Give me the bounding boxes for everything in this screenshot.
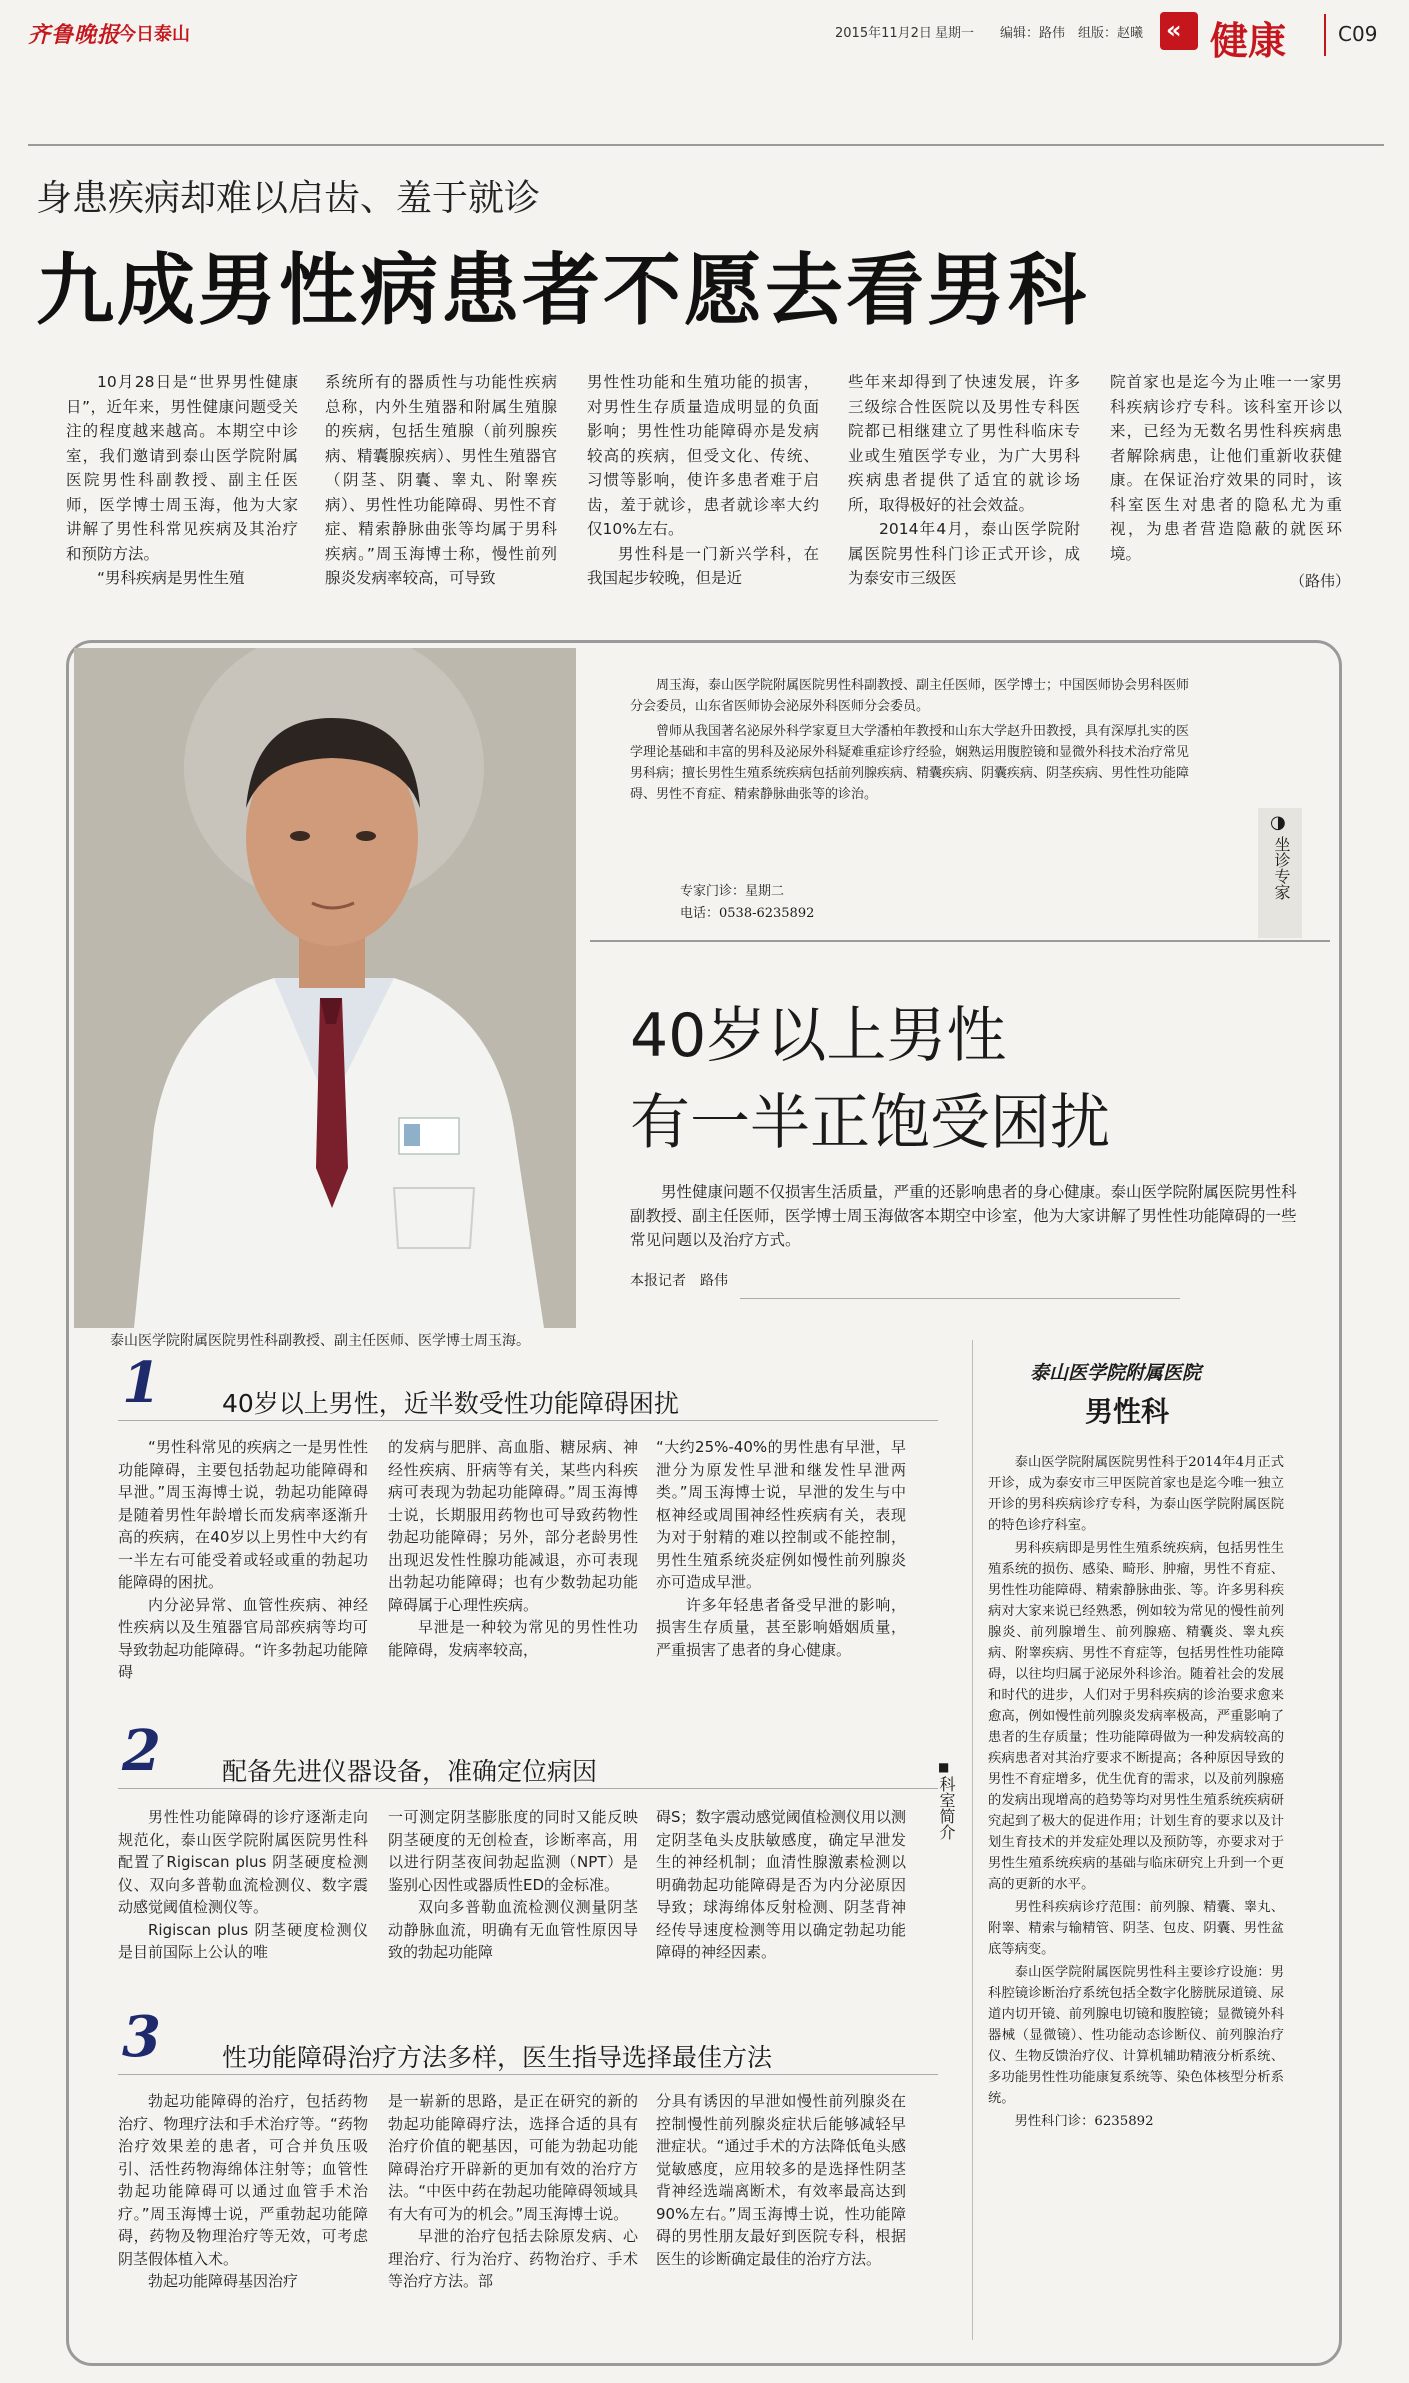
paragraph: 早泄的治疗包括去除原发病、心理治疗、行为治疗、药物治疗、手术等治疗方法。部: [388, 2227, 638, 2290]
section-number-1: 1: [122, 1350, 161, 1416]
section-1-column-1: [118, 1436, 368, 1684]
paragraph: 男性科是一门新兴学科，在我国起步较晚，但是近: [587, 544, 819, 587]
channel-title: 健康: [1210, 19, 1287, 63]
department-hospital: 泰山医学院附属医院: [1030, 1362, 1202, 1384]
sidebar-divider: [972, 1340, 973, 2340]
expert-bio: [630, 675, 1190, 809]
paragraph: Rigiscan plus 阴茎硬度检测仪是目前国际上公认的唯: [118, 1920, 368, 1961]
paragraph: 些年来却得到了快速发展，许多三级综合性医院以及男性专科医院都已相继建立了男性科临床专业或生殖医学专业，为广大男科疾病患者提供了适宜的就诊场所，取得极好的社会效益。: [848, 373, 1080, 514]
section-rule: [118, 1788, 938, 1789]
top-story-kicker: 身患疾病却难以启齿、羞于就诊: [36, 178, 541, 219]
half-circle-icon: ◑: [1270, 812, 1286, 833]
paragraph: “男科疾病是男性生殖: [97, 569, 245, 587]
department-name: 男性科: [1085, 1395, 1170, 1428]
department-description: [988, 1452, 1284, 2134]
paragraph: 曾师从我国著名泌尿外科学家夏旦大学潘柏年教授和山东大学赵升田教授，具有深厚扎实的医学理论基础和丰富的男科及泌尿外科疑难重症诊疗经验，娴熟运用腹腔镜和显微外科技术治疗常见男科病；擅长男性生殖系统疾病包括前列腺疾病、精囊疾病、阴囊疾病、阴茎疾病、男性性功能障碍、男性不育症、精索静脉曲张等的诊治。: [630, 724, 1190, 802]
paragraph: 10月28日是“世界男性健康日”，近年来，男性健康问题受关注的程度越来越高。本期空中诊室，我们邀请到泰山医学院附属医院男性科副教授、副主任医师，医学博士周玉海，他为大家讲解了男性科常见疾病及其治疗和预防方法。: [66, 373, 298, 563]
doctor-illustration-icon: [74, 648, 576, 1328]
page-number: C09: [1338, 22, 1378, 46]
top-story-column-1: [66, 370, 298, 591]
paragraph: 2014年4月，泰山医学院附属医院男性科门诊正式开诊，成为泰安市三级医: [848, 520, 1080, 587]
paragraph: 男性性功能障碍的诊疗逐渐走向规范化，泰山医学院附属医院男性科配置了Rigiscan plus 阴茎硬度检测仪、双向多普勒血流检测仪、数字震动感觉阈值检测仪等。: [118, 1808, 368, 1916]
top-story-byline: （路伟）: [1290, 572, 1351, 590]
paragraph: 一可测定阴茎膨胀度的同时又能反映阴茎硬度的无创检查，诊断率高，用以进行阴茎夜间勃起监测（NPT）是鉴别心因性或器质性ED的金标准。: [388, 1808, 638, 1894]
department-phone: 男性科门诊：6235892: [1014, 2114, 1154, 2129]
section-2-column-3: [656, 1806, 906, 1964]
channel-mark: «: [1166, 16, 1182, 44]
top-story-column-4: [848, 370, 1080, 591]
feature-title-line-2: 有一半正饱受困扰: [630, 1088, 1110, 1158]
feature-title-line-1: 40岁以上男性: [630, 1001, 1007, 1071]
section-heading-3: 性功能障碍治疗方法多样，医生指导选择最佳方法: [222, 2043, 773, 2072]
paragraph: 泰山医学院附属医院男性科主要诊疗设施：男科腔镜诊断治疗系统包括全数字化膀胱尿道镜、尿道内切开镜、前列腺电切镜和腹腔镜；显微镜外科器械（显微镜）、性功能动态诊断仪、前列腺治疗仪、生物反馈治疗仪、计算机辅助精液分析系统、多功能男性性功能康复系统等、染色体核型分析系统。: [988, 1965, 1284, 2106]
top-story-column-2: [325, 370, 557, 591]
doctor-portrait: [74, 648, 576, 1328]
paragraph: 系统所有的器质性与功能性疾病总称，内外生殖器和附属生殖腺的疾病，包括生殖腺（前列腺疾病、精囊腺疾病）、男性生殖器官（阴茎、阴囊、睾丸、附睾疾病）、男性性功能障碍、男性不育症、精索静脉曲张等均属于男科疾病。”周玉海博士称，慢性前列腺炎发病率较高，可导致: [325, 373, 557, 587]
section-number-2: 2: [122, 1718, 161, 1784]
section-1-column-2: [388, 1436, 638, 1661]
paragraph: “男性科常见的疾病之一是男性性功能障碍，主要包括勃起功能障碍和早泄。”周玉海博士说，勃起功能障碍是随着男性年龄增长而发病率逐渐升高的疾病，在40岁以上男性中大约有一半左右可能受着或轻或重的勃起功能障碍的困扰。: [118, 1438, 368, 1591]
paragraph: 泰山医学院附属医院男性科于2014年4月正式开诊，成为泰安市三甲医院首家也是迄今唯一独立开诊的男科疾病诊疗专科，为泰山医学院附属医院的特色诊疗科室。: [988, 1455, 1284, 1533]
paragraph: “大约25%-40%的男性患有早泄，早泄分为原发性早泄和继发性早泄两类。”周玉海博士说，早泄的发生与中枢神经或周围神经性疾病有关，表现为对于射精的难以控制或不能控制，男性生殖系统炎症例如慢性前列腺炎亦可造成早泄。: [656, 1438, 906, 1591]
sitting-expert-tag: [1258, 808, 1302, 938]
paragraph: 早泄是一种较为常见的男性性功能障碍，发病率较高，: [388, 1618, 638, 1659]
top-story-column-3: [587, 370, 819, 591]
section-2-column-1: [118, 1806, 368, 1964]
section-number-3: 3: [122, 2004, 161, 2070]
newspaper-logo: 齐鲁晚报: [28, 22, 121, 48]
paragraph: 院首家也是迄今为止唯一一家男科疾病诊疗专科。该科室开诊以来，已经为无数名男性科疾病患者解除病患，让他们重新收获健康。在保证治疗效果的同时，该科室医生对患者的隐私尤为重视，为患者营造隐蔽的就医环境。: [1110, 373, 1342, 563]
section-3-column-2: [388, 2090, 638, 2293]
top-story-column-5: [1110, 370, 1342, 566]
section-2-column-2: [388, 1806, 638, 1964]
clinic-days: 专家门诊：星期二: [680, 884, 785, 899]
department-profile-label: 科室简介: [937, 1776, 956, 1840]
paragraph: 内分泌异常、血管性疾病、神经性疾病以及生殖器官局部疾病等均可导致勃起功能障碍。“许多勃起功能障碍: [118, 1595, 368, 1681]
feature-lede: 男性健康问题不仅损害生活质量，严重的还影响患者的身心健康。泰山医学院附属医院男性科副教授、副主任医师，医学博士周玉海做客本期空中诊室，他为大家讲解了男性性功能障碍的一些常见问题以及治疗方式。: [630, 1183, 1297, 1249]
section-3-column-1: [118, 2090, 368, 2293]
section-heading-1: 40岁以上男性，近半数受性功能障碍困扰: [222, 1389, 679, 1418]
paragraph: 勃起功能障碍基因治疗: [148, 2272, 299, 2290]
square-bullet-icon: ■: [938, 1760, 950, 1774]
header-rule: [28, 144, 1384, 146]
section-rule: [118, 2074, 938, 2075]
paragraph: 碍S；数字震动感觉阈值检测仪用以测定阴茎龟头皮肤敏感度，确定早泄发生的神经机制；血清性腺激素检测以明确勃起功能障碍是否为内分泌原因导致；球海绵体反射检测、阴茎背神经传导速度检测等用以确定勃起功能障碍的神经因素。: [656, 1808, 906, 1961]
byline-rule: [740, 1298, 1180, 1299]
paragraph: 勃起功能障碍的治疗，包括药物治疗、物理疗法和手术治疗等。“药物治疗效果差的患者，可合并负压吸引、活性药物海绵体注射等；血管性勃起功能障碍可以通过血管手术治疗。”周玉海博士说，严重勃起功能障碍，药物及物理治疗等无效，可考虑阴茎假体植入术。: [118, 2092, 368, 2268]
section-3-column-3: [656, 2090, 906, 2270]
channel-badge-icon: [1160, 12, 1198, 50]
paragraph: 双向多普勒血流检测仪测量阴茎动静脉血流，明确有无血管性原因导致的勃起功能障: [388, 1898, 638, 1961]
paragraph: 分具有诱因的早泄如慢性前列腺炎在控制慢性前列腺炎症状后能够减轻早泄症状。“通过手术的方法降低龟头感觉敏感度，应用较多的是选择性阴茎背神经选端离断术，有效率最高达到90%左右。”周玉海博士说，性功能障碍的男性朋友最好到医院专科，根据医生的诊断确定最佳的治疗方法。: [656, 2092, 906, 2268]
header-divider: [1324, 14, 1326, 56]
paragraph: 的发病与肥胖、高血脂、糖尿病、神经性疾病、肝病等有关，某些内科疾病可表现为勃起功能障碍。”周玉海博士说，长期服用药物也可导致药物性勃起功能障碍；另外，部分老龄男性出现迟发性性腺功能减退，亦可表现出勃起功能障碍；也有少数勃起功能障碍属于心理性疾病。: [388, 1438, 638, 1614]
clinic-phone: 电话：0538-6235892: [680, 906, 815, 921]
issue-weekday: 星期一: [935, 26, 975, 41]
sitting-expert-label: 坐诊专家: [1272, 836, 1291, 900]
section-name: 今日泰山: [118, 24, 190, 45]
top-story-headline: 九成男性病患者不愿去看男科: [36, 246, 1090, 336]
paragraph: 男性性功能和生殖功能的损害，对男性生存质量造成明显的负面影响；男性性功能障碍亦是发病较高的疾病，但受文化、传统、习惯等影响，使许多患者难于启齿，羞于就诊，患者就诊率大约仅10%左右。: [587, 373, 819, 538]
paragraph: 男性科疾病诊疗范围：前列腺、精囊、睾丸、附睾、精索与输精管、阴茎、包皮、阴囊、男性盆底等病变。: [988, 1900, 1284, 1957]
editor-credit: 编辑：路伟: [1000, 26, 1066, 41]
section-rule: [118, 1420, 938, 1421]
layout-credit: 组版：赵曦: [1078, 26, 1144, 41]
issue-date: 2015年11月2日: [835, 26, 932, 41]
paragraph: 周玉海，泰山医学院附属医院男性科副教授、副主任医师，医学博士；中国医师协会男科医师分会委员，山东省医师协会泌尿外科医师分会委员。: [630, 678, 1190, 714]
section-heading-2: 配备先进仪器设备，准确定位病因: [222, 1757, 598, 1786]
feature-byline: 本报记者 路伟: [630, 1273, 728, 1289]
photo-caption: 泰山医学院附属医院男性科副教授、副主任医师、医学博士周玉海。: [110, 1333, 530, 1349]
section-1-column-3: [656, 1436, 906, 1661]
paragraph: 男科疾病即是男性生殖系统疾病，包括男性生殖系统的损伤、感染、畸形、肿瘤，男性不育症、男性性功能障碍、精索静脉曲张、等。许多男科疾病对大家来说已经熟悉，例如较为常见的慢性前列腺炎、前列腺增生、前列腺癌、精囊炎、睾丸疾病、附睾疾病、男性不育症等，包括男性性功能障碍，以往均归属于泌尿外科诊治。随着社会的发展和时代的进步，人们对于男科疾病的诊治要求愈来愈高，例如慢性前列腺炎发病率极高，严重影响了患者的生存质量；性功能障碍做为一种发病较高的疾病患者对其治疗要求不断提高；各种原因导致的男性不育症增多，优生优育的需求，以及前列腺癌的发病出现增高的趋势等均对男性生殖系统疾病研究起到了极大的促进作用；计划生育的要求以及计划生育技术的并发症处理以及预防等，亦要求对于男性生殖系统疾病的基础与临床研究上升到一个更高的更新的水平。: [988, 1541, 1284, 1892]
paragraph: 许多年轻患者备受早泄的影响，损害生存质量，甚至影响婚姻质量，严重损害了患者的身心健康。: [656, 1595, 906, 1659]
bio-divider: [590, 940, 1330, 942]
paragraph: 是一崭新的思路，是正在研究的新的勃起功能障碍疗法，选择合适的具有治疗价值的靶基因，可能为勃起功能障碍治疗开辟新的更加有效的治疗方法。“中医中药在勃起功能障碍领域具有大有可为的机会。”周玉海博士说。: [388, 2092, 638, 2223]
department-profile-tag: [934, 1760, 960, 1880]
